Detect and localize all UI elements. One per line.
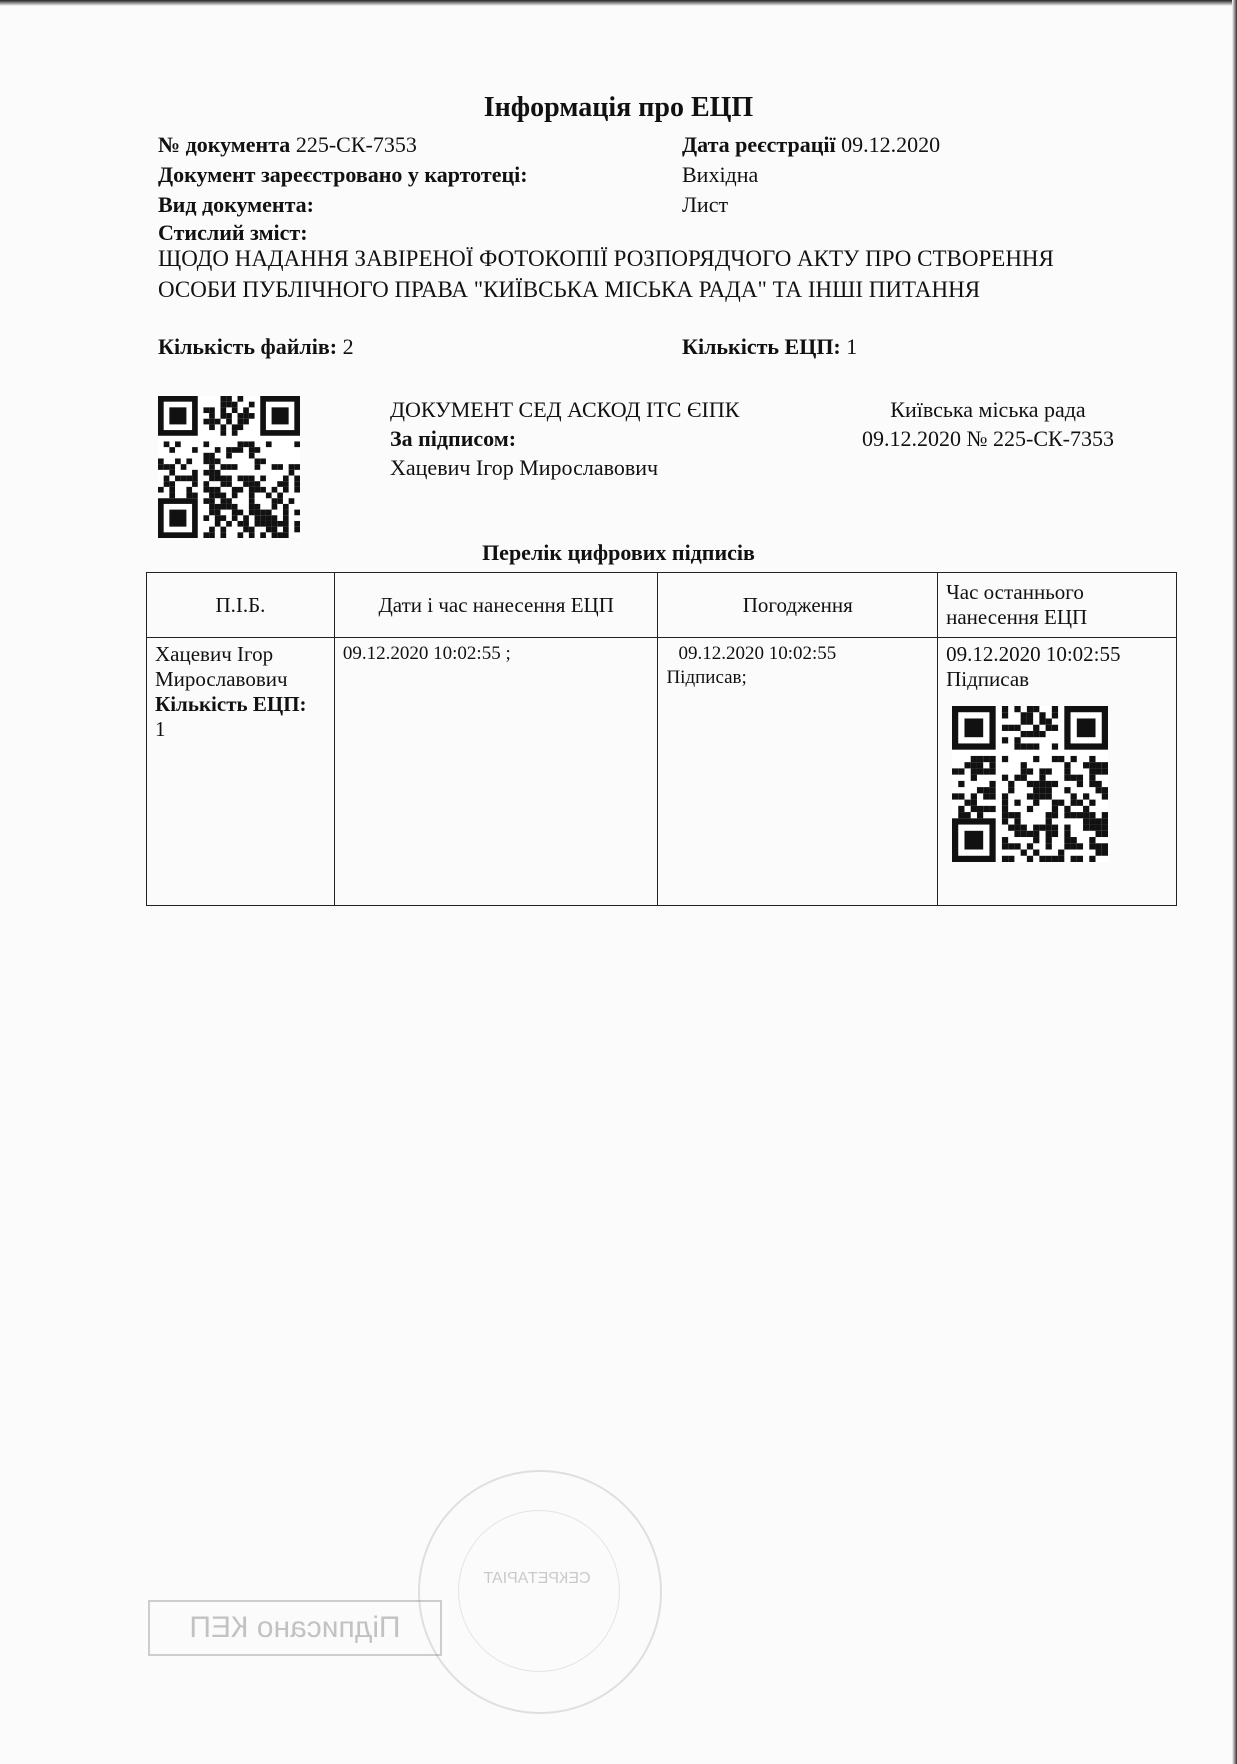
scan-edge-right — [1232, 0, 1237, 1764]
faded-seal — [418, 1470, 662, 1714]
header-approval: Погодження — [658, 573, 938, 638]
reg-date-value: 09.12.2020 — [841, 132, 941, 157]
scan-edge-top — [0, 0, 1237, 6]
qr-code-icon — [158, 396, 300, 538]
signatures-table — [146, 572, 1177, 906]
reg-date-line — [682, 130, 940, 160]
org-stamp — [848, 395, 1128, 453]
registered-label: Документ зареєстровано у картотеці: — [158, 162, 528, 187]
doc-number-line — [158, 130, 417, 160]
signed-kep-watermark: Підписано КЕП — [148, 1600, 442, 1656]
ecp-count-label: Кількість ЕЦП: — [682, 334, 841, 359]
cell-approval — [658, 638, 938, 906]
row-ecp-count: 1 — [155, 717, 166, 741]
org-reference: 09.12.2020 № 225-СК-7353 — [862, 426, 1114, 451]
files-count-label: Кількість файлів: — [158, 334, 338, 359]
signatures-title: Перелік цифрових підписів — [482, 540, 755, 565]
doc-number-value: 225-СК-7353 — [295, 132, 417, 157]
seal-text: СЕКРЕТАРІАТ — [483, 1570, 591, 1587]
header-datetime: Дати і час нанесення ЕЦП — [334, 573, 658, 638]
sed-system-label: ДОКУМЕНТ СЕД АСКОД ІТС ЄІПК — [390, 397, 740, 422]
ecp-count-value: 1 — [846, 334, 858, 359]
doc-type-label: Вид документа: — [158, 192, 315, 217]
summary-text — [158, 243, 1054, 305]
document-qr-code — [158, 396, 300, 538]
faded-seal-inner — [458, 1510, 620, 1672]
registered-value: Вихідна — [682, 162, 759, 187]
signature-qr-code — [946, 706, 1168, 868]
summary-line-1: ЩОДО НАДАННЯ ЗАВІРЕНОЇ ФОТОКОПІЇ РОЗПОРЯДЧОГО АКТУ ПРО СТВОРЕННЯ — [158, 246, 1054, 271]
summary-line-2: ОСОБИ ПУБЛІЧНОГО ПРАВА "КИЇВСЬКА МІСЬКА РАДА" ТА ІНШІ ПИТАННЯ — [158, 277, 981, 302]
approval-datetime: 09.12.2020 10:02:55 — [678, 643, 837, 664]
org-name: Київська міська рада — [890, 397, 1086, 422]
last-status: Підписав — [946, 667, 1030, 691]
table-row — [147, 638, 1177, 906]
header-name: П.І.Б. — [147, 573, 335, 638]
doc-number-label: № документа — [158, 132, 291, 157]
reg-date-label: Дата реєстрації — [682, 132, 836, 157]
signed-by-label: За підписом: — [390, 426, 517, 451]
summary-label: Стислий зміст: — [158, 220, 308, 245]
cell-name — [147, 638, 335, 906]
ecp-count-line — [682, 332, 857, 362]
doc-type-value: Лист — [682, 192, 729, 217]
signer-name: Хацевич Ігор Мирославович — [390, 455, 659, 480]
sed-stamp — [390, 395, 739, 482]
header-last-time: Час останнього нанесення ЕЦП — [938, 573, 1177, 638]
files-count-line — [158, 332, 354, 362]
approval-status: Підписав; — [666, 667, 747, 688]
row-ecp-count-label: Кількість ЕЦП: — [155, 692, 307, 716]
files-count-value: 2 — [342, 334, 354, 359]
last-datetime: 09.12.2020 10:02:55 — [946, 642, 1121, 666]
table-header-row — [147, 573, 1177, 638]
page-title: Інформація про ЕЦП — [483, 92, 754, 123]
cell-last-time — [938, 638, 1177, 906]
signer-full-name: Хацевич Ігор Мирославович — [155, 642, 288, 691]
cell-datetime: 09.12.2020 10:02:55 ; — [334, 638, 658, 906]
qr-code-icon — [952, 706, 1108, 862]
